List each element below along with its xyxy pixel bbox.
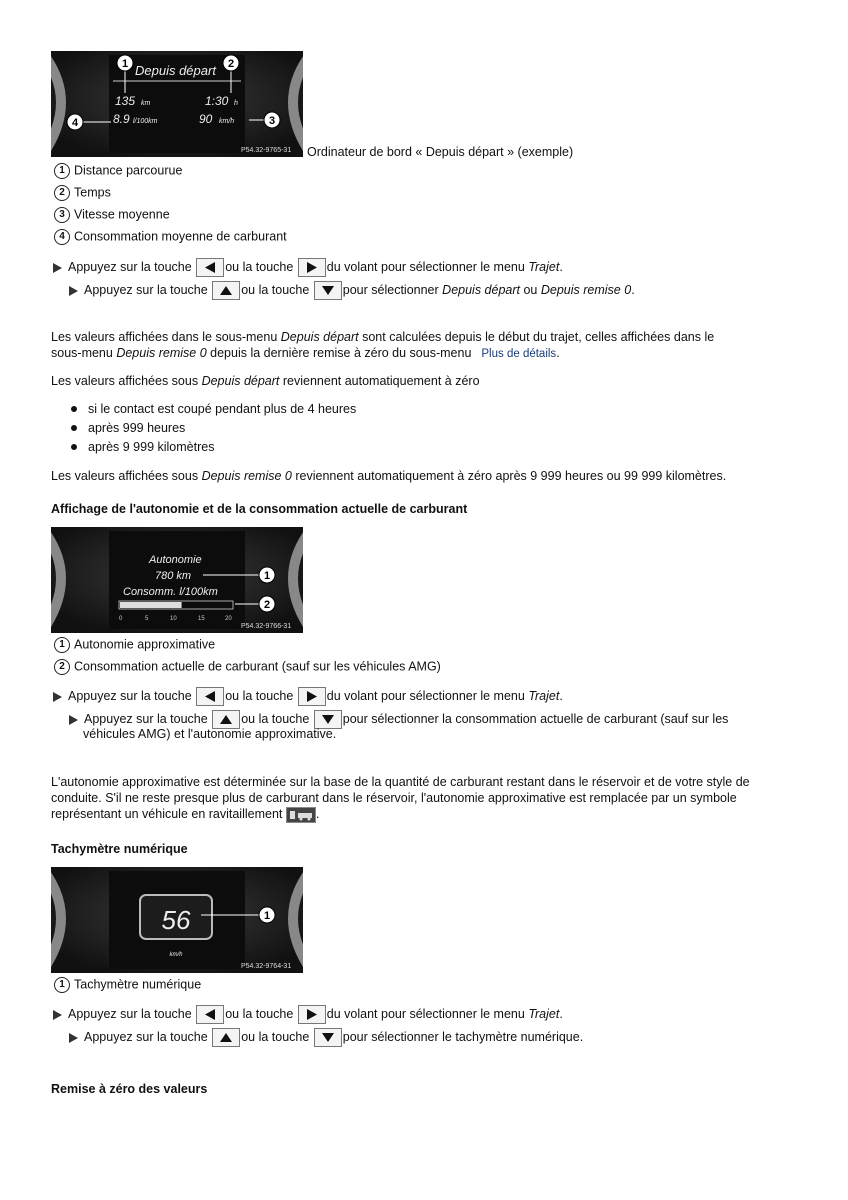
figure-ref: P54.32-9764-31	[241, 963, 292, 970]
scale-tick: 20	[225, 616, 232, 622]
right-key-icon	[298, 258, 326, 277]
instruction-substep: Appuyez sur la touche ou la touche pour sélectionner le tachymètre numérique.	[69, 1028, 583, 1047]
distance-value: 135	[115, 94, 136, 108]
consumption-value: 8.9	[113, 112, 130, 126]
right-key-icon	[298, 1005, 326, 1024]
callout-1	[259, 907, 275, 923]
instruction-substep: Appuyez sur la touche ou la touche pour sélectionner la consommation actuelle de carburant (sauf sur les	[69, 710, 728, 729]
svg-text:1: 1	[121, 58, 129, 70]
callout-2	[223, 55, 239, 71]
speed-unit: km/h	[219, 118, 235, 125]
paragraph: L'autonomie approximative est déterminée sur la base de la quantité de carburant restant dans le réservoir et de votre style de conduite. S'il ne reste presque plus de carburant dans le réservoir, l'autonomie approximative est remplacée par un symbole représentant un véhicule en ravitaillement .	[51, 775, 750, 821]
step-arrow-icon	[53, 1010, 62, 1020]
section-heading: Remise à zéro des valeurs	[51, 1082, 208, 1096]
up-key-icon	[212, 1028, 240, 1047]
step-arrow-icon	[53, 692, 62, 702]
svg-text:3: 3	[268, 115, 276, 127]
paragraph: Les valeurs affichées dans le sous-menu Depuis départ sont calculées depuis le début du trajet, celles affichées dans le sous-menu Depuis remise 0 depuis la dernière remise à zéro du sous-menu Plus de détails.	[51, 330, 715, 360]
refuelling-vehicle-icon	[286, 807, 316, 823]
range-consumption-figure	[51, 527, 303, 633]
more-details-link[interactable]: Plus de détails	[481, 348, 557, 360]
consumption-unit: l/100km	[133, 118, 158, 125]
display-title: Depuis départ	[135, 63, 216, 78]
left-key-icon	[196, 1005, 224, 1024]
left-key-icon	[196, 258, 224, 277]
bullet-item: si le contact est coupé pendant plus de 4 heures	[71, 402, 356, 416]
step-arrow-icon	[69, 715, 78, 725]
range-value: 780 km	[155, 570, 192, 582]
time-unit: h	[234, 100, 238, 107]
scale-tick: 5	[145, 616, 149, 622]
instruction-step: Appuyez sur la touche ou la touche du volant pour sélectionner le menu Trajet.	[53, 687, 563, 706]
legend-item: 3 Vitesse moyenne	[54, 207, 170, 223]
left-key-icon	[196, 687, 224, 706]
time-value: 1:30	[205, 94, 229, 108]
step-arrow-icon	[53, 263, 62, 273]
callout-2	[259, 596, 275, 612]
figure-ref: P54.32-9765-31	[241, 147, 292, 154]
legend-item: 4 Consommation moyenne de carburant	[54, 229, 287, 245]
instruction-substep: Appuyez sur la touche ou la touche pour sélectionner Depuis départ ou Depuis remise 0.	[69, 281, 635, 300]
step-arrow-icon	[69, 286, 78, 296]
consumption-label: Consomm. l/100km	[123, 586, 218, 598]
figure-ref: P54.32-9766-31	[241, 623, 292, 630]
callout-1	[117, 55, 133, 71]
paragraph: Les valeurs affichées sous Depuis départ reviennent automatiquement à zéro	[51, 374, 480, 388]
up-key-icon	[212, 281, 240, 300]
instruction-substep-cont: véhicules AMG) et l'autonomie approximative.	[83, 727, 337, 741]
instruction-step: Appuyez sur la touche ou la touche du volant pour sélectionner le menu Trajet.	[53, 258, 563, 277]
right-key-icon	[298, 687, 326, 706]
section-heading: Tachymètre numérique	[51, 842, 188, 856]
step-arrow-icon	[69, 1033, 78, 1043]
speed-value: 90	[199, 112, 213, 126]
bullet-item: après 9 999 kilomètres	[71, 440, 214, 454]
legend-item: 2 Consommation actuelle de carburant (sauf sur les véhicules AMG)	[54, 659, 441, 675]
svg-text:1: 1	[263, 910, 271, 922]
callout-1	[259, 567, 275, 583]
legend-item: 1 Distance parcourue	[54, 163, 182, 179]
scale-tick: 15	[198, 616, 205, 622]
scale-tick: 10	[170, 616, 177, 622]
trip-computer-figure	[51, 51, 303, 157]
bullet-item: après 999 heures	[71, 421, 185, 435]
distance-unit: km	[141, 100, 151, 107]
figure-caption: Ordinateur de bord « Depuis départ » (exemple)	[307, 145, 574, 159]
speed-unit: km/h	[169, 952, 183, 958]
range-title: Autonomie	[149, 554, 202, 566]
svg-text:2: 2	[227, 58, 235, 70]
callout-4	[67, 114, 83, 130]
svg-text:2: 2	[263, 599, 271, 611]
svg-text:1: 1	[263, 570, 271, 582]
digital-speedometer-figure	[51, 867, 303, 973]
legend-item: 1 Autonomie approximative	[54, 637, 215, 653]
consumption-bar	[120, 602, 182, 608]
svg-text:4: 4	[71, 117, 79, 129]
legend-item: 2 Temps	[54, 185, 111, 201]
paragraph: Les valeurs affichées sous Depuis remise 0 reviennent automatiquement à zéro après 9 999 heures ou 99 999 kilomètres.	[51, 469, 727, 483]
instruction-step: Appuyez sur la touche ou la touche du volant pour sélectionner le menu Trajet.	[53, 1005, 563, 1024]
callout-3	[264, 112, 280, 128]
down-key-icon	[314, 1028, 342, 1047]
scale-tick: 0	[119, 616, 123, 622]
down-key-icon	[314, 281, 342, 300]
legend-item: 1 Tachymètre numérique	[54, 977, 201, 993]
section-heading: Affichage de l'autonomie et de la consommation actuelle de carburant	[51, 502, 468, 516]
speed-readout: 56	[161, 905, 191, 935]
